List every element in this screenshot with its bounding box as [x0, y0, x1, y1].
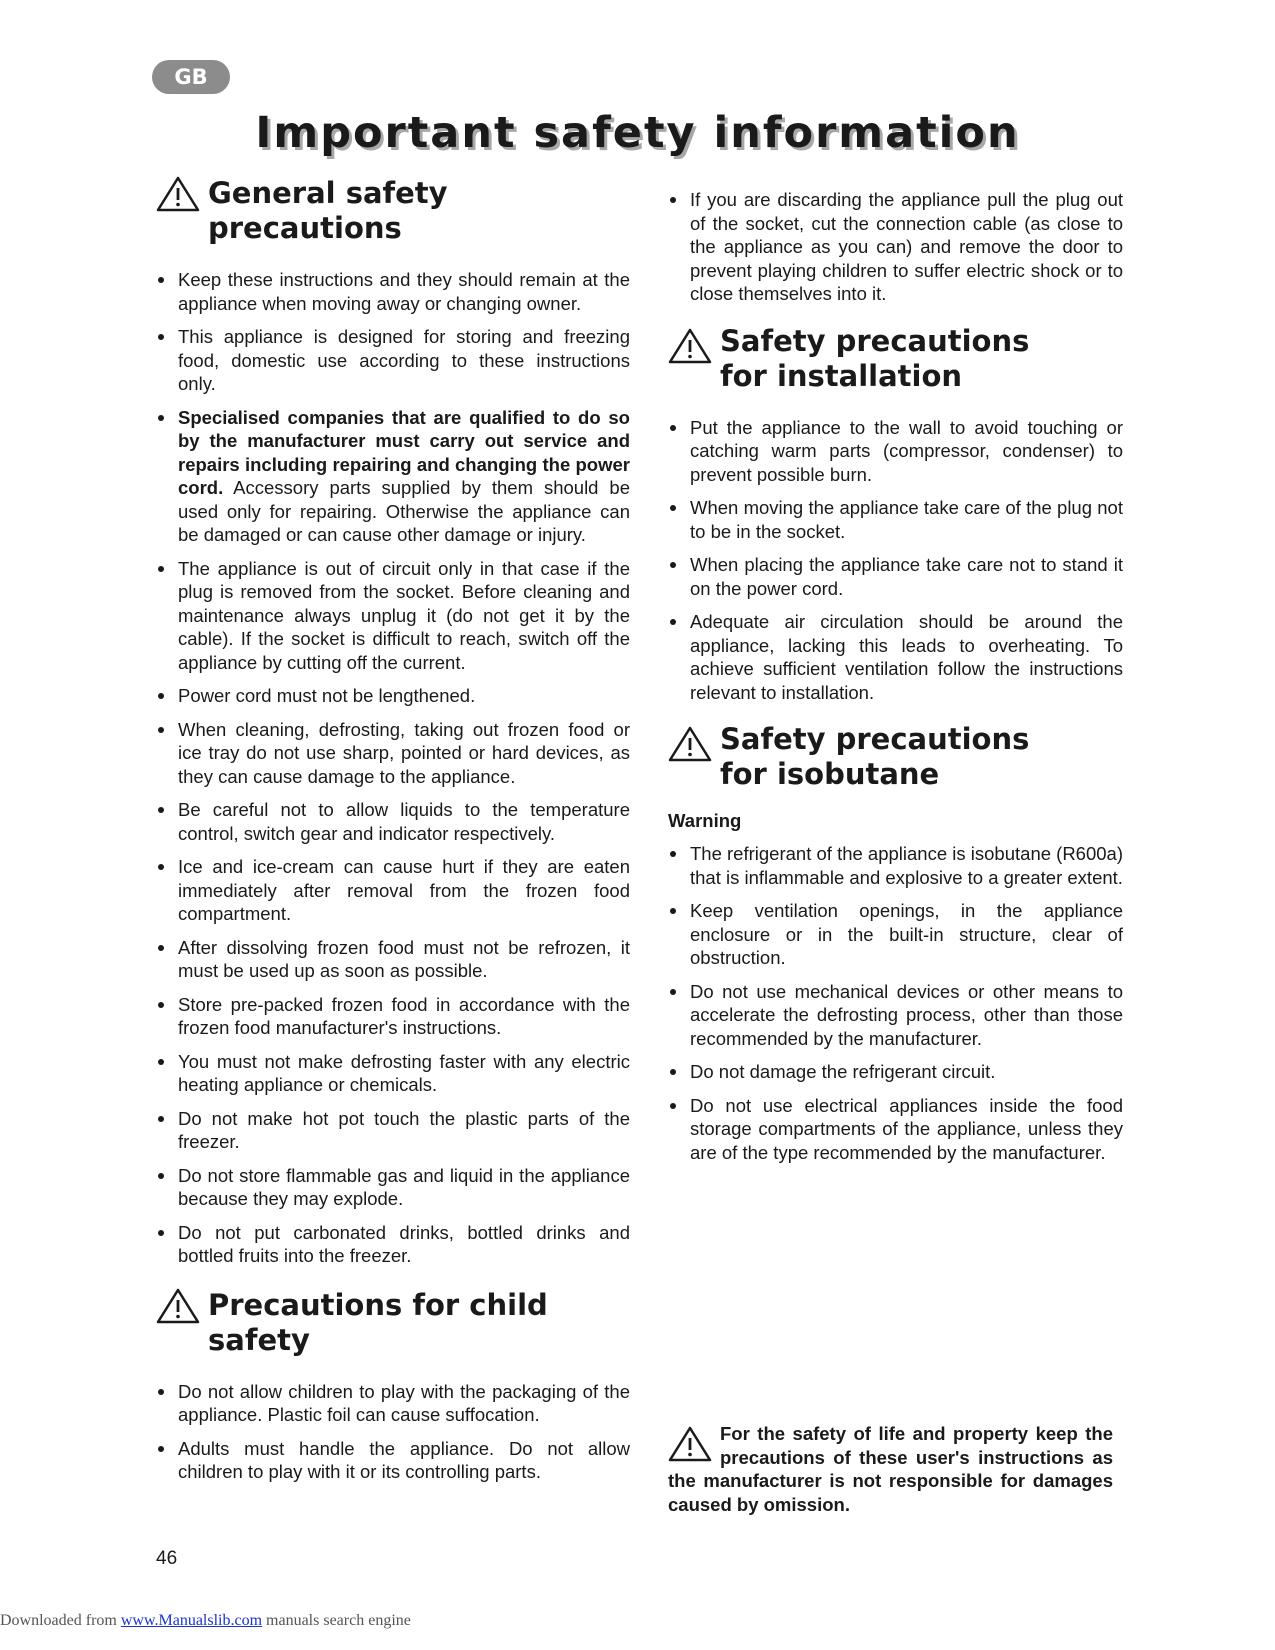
closing-note	[668, 1422, 1113, 1516]
manualslib-link[interactable]: www.Manualslib.com	[120, 1612, 263, 1629]
child-safety-heading	[156, 1288, 630, 1358]
warning-triangle-icon	[668, 726, 712, 762]
list-item	[156, 325, 630, 396]
download-footer	[0, 1612, 411, 1630]
warning-triangle-icon	[156, 176, 200, 212]
page-number: 46	[156, 1548, 178, 1569]
list-item	[156, 798, 630, 845]
item-text: Put the appliance to the wall to avoid touching or catching warm parts (compressor, condenser) to prevent possible burn.	[690, 416, 1123, 485]
section-title: General safety precautions	[208, 176, 448, 245]
installation-heading	[668, 324, 1123, 394]
item-text: Do not damage the refrigerant circuit.	[690, 1061, 996, 1082]
item-text: Store pre-packed frozen food in accordance with the frozen food manufacturer's instructions.	[178, 993, 630, 1038]
list-item	[156, 936, 630, 983]
item-text: This appliance is designed for storing and freezing food, domestic use according to these instructions only.	[178, 326, 630, 394]
warning-triangle-icon	[156, 1288, 200, 1324]
item-text: Do not make hot pot touch the plastic parts of the freezer.	[178, 1107, 630, 1152]
item-text: Ice and ice-cream can cause hurt if they are eaten immediately after removal from the frozen food compartment.	[178, 856, 630, 924]
closing-note-text: For the safety of life and property keep the precautions of these user's instructions as the manufacturer is not responsible for damages caused by omission.	[668, 1423, 1113, 1515]
page-title: Important safety information	[255, 108, 1020, 158]
footer-prefix: Downloaded from	[0, 1612, 121, 1629]
item-text: Accessory parts supplied by them should be used only for repairing. Otherwise the appliance can be damaged or can cause other damage or injury.	[178, 477, 630, 545]
section-title: Precautions for child safety	[208, 1287, 548, 1357]
list-item	[156, 1221, 630, 1268]
item-text: When placing the appliance take care not to stand it on the power cord.	[690, 554, 1123, 599]
left-column	[156, 176, 630, 1494]
item-text: Do not store flammable gas and liquid in the appliance because they may explode.	[178, 1164, 630, 1209]
item-text: When moving the appliance take care of the plug not to be in the socket.	[690, 497, 1123, 542]
item-text: Power cord must not be lengthened.	[178, 685, 476, 706]
language-badge: GB	[152, 60, 230, 94]
item-text: Adequate air circulation should be around the appliance, lacking this leads to overheating. To achieve sufficient ventilation follow the instructions relevant to installation.	[690, 611, 1123, 703]
list-item	[668, 416, 1123, 487]
list-item	[156, 406, 630, 547]
item-text: You must not make defrosting faster with any electric heating appliance or chemicals.	[178, 1050, 630, 1095]
general-safety-list	[156, 268, 630, 1268]
item-text: Adults must handle the appliance. Do not allow children to play with it or its controlling parts.	[178, 1437, 630, 1482]
item-text: If you are discarding the appliance pull the plug out of the socket, cut the connection cable (as close to the appliance as you can) and remove the door to prevent playing children to suffer electric shock or to close themselves into it.	[690, 189, 1123, 304]
list-item	[156, 684, 630, 708]
section-title: Safety precautions for isobutane	[720, 722, 1030, 791]
isobutane-list	[668, 842, 1123, 1164]
item-text: Keep ventilation openings, in the appliance enclosure or in the built-in structure, clear of obstruction.	[690, 900, 1123, 968]
list-item	[668, 842, 1123, 889]
footer-suffix: manuals search engine	[262, 1612, 411, 1629]
list-item	[156, 268, 630, 315]
item-text: Keep these instructions and they should remain at the appliance when moving away or changing owner.	[178, 269, 630, 314]
list-item	[156, 1437, 630, 1484]
list-item	[668, 610, 1123, 704]
warning-triangle-icon	[668, 328, 712, 364]
item-text: After dissolving frozen food must not be refrozen, it must be used up as soon as possible.	[178, 936, 630, 981]
list-item	[156, 1050, 630, 1097]
item-text: When cleaning, defrosting, taking out frozen food or ice tray do not use sharp, pointed or hard devices, as they can cause damage to the appliance.	[178, 718, 630, 787]
list-item	[668, 899, 1123, 970]
list-item	[156, 718, 630, 789]
installation-list	[668, 416, 1123, 705]
list-item	[156, 993, 630, 1040]
discard-list	[668, 188, 1123, 306]
item-text: Do not put carbonated drinks, bottled drinks and bottled fruits into the freezer.	[178, 1221, 630, 1266]
list-item	[668, 980, 1123, 1051]
child-safety-list	[156, 1380, 630, 1484]
right-column	[668, 188, 1123, 1174]
list-item	[156, 1107, 630, 1154]
item-text: The refrigerant of the appliance is isobutane (R600a) that is inflammable and explosive to a greater extent.	[690, 843, 1123, 888]
item-text: Be careful not to allow liquids to the temperature control, switch gear and indicator respectively.	[178, 799, 630, 844]
list-item	[668, 188, 1123, 306]
list-item	[668, 553, 1123, 600]
list-item	[156, 855, 630, 926]
warning-label: Warning	[668, 810, 742, 831]
general-safety-heading	[156, 176, 630, 246]
list-item	[156, 1164, 630, 1211]
section-title: Safety precautions for installation	[720, 323, 1030, 393]
list-item	[668, 496, 1123, 543]
list-item	[668, 1094, 1123, 1165]
item-text: Do not use electrical appliances inside the food storage compartments of the appliance, unless they are of the type recommended by the manufacturer.	[690, 1094, 1123, 1163]
isobutane-heading	[668, 722, 1123, 792]
list-item	[156, 1380, 630, 1427]
list-item	[668, 1060, 1123, 1084]
list-item	[156, 557, 630, 675]
item-text: The appliance is out of circuit only in that case if the plug is removed from the socket. Before cleaning and maintenance always unplug it (do not get it by the cable). If the socket is difficult to reach, switch off the appliance by cutting off the current.	[178, 557, 630, 673]
item-text: Do not allow children to play with the packaging of the appliance. Plastic foil can cause suffocation.	[178, 1380, 630, 1425]
bold-text: Specialised companies that are qualified to do so by the manufacturer must carry out service and repairs including repairing and changing the power cord.	[178, 406, 630, 498]
item-text: Do not use mechanical devices or other means to accelerate the defrosting process, other than those recommended by the manufacturer.	[690, 980, 1123, 1049]
warning-triangle-icon	[668, 1426, 712, 1462]
